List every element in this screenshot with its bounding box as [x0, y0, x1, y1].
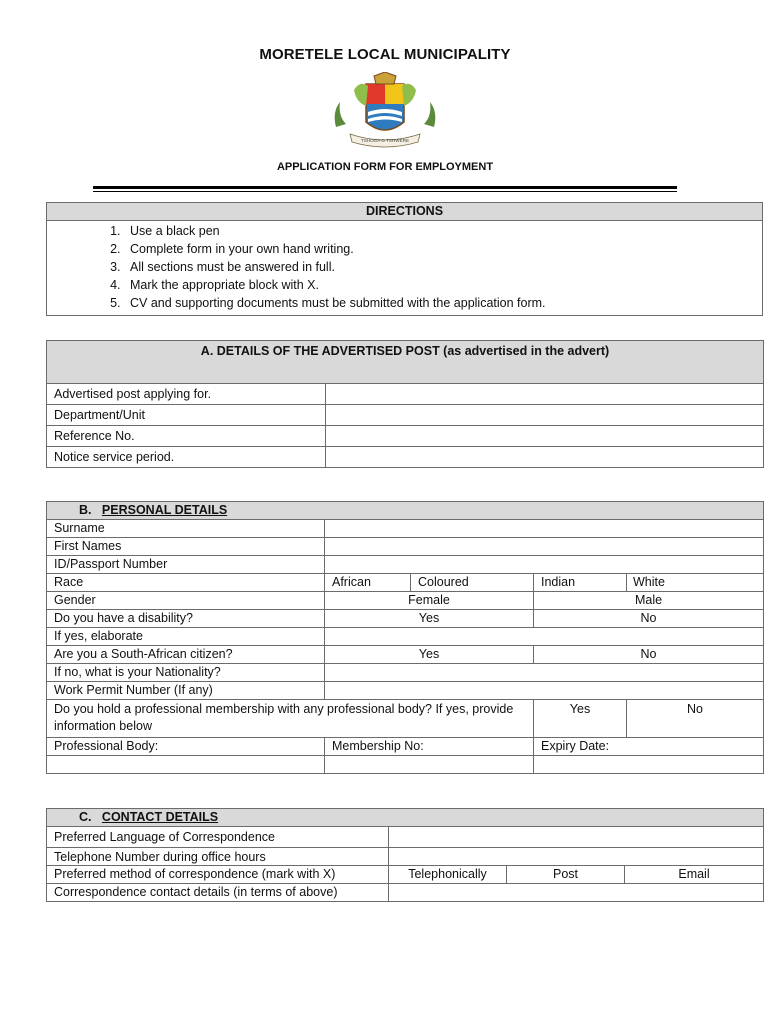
telephone-field[interactable]: [389, 848, 764, 866]
surname-label: Surname: [47, 520, 325, 538]
list-item: 5. CV and supporting documents must be submitted with the application form.: [124, 294, 762, 312]
expiry-date-label: Expiry Date:: [534, 738, 764, 756]
gender-male[interactable]: Male: [534, 592, 764, 610]
section-b-heading: B. PERSONAL DETAILS: [47, 502, 764, 520]
elaborate-label: If yes, elaborate: [47, 628, 325, 646]
language-field[interactable]: [389, 827, 764, 848]
method-email[interactable]: Email: [625, 866, 764, 884]
work-permit-field[interactable]: [325, 682, 764, 700]
membership-no-label: Membership No:: [325, 738, 534, 756]
membership-no-field[interactable]: [325, 756, 534, 774]
disability-no[interactable]: No: [534, 610, 764, 628]
section-c-table: [46, 808, 764, 902]
gender-label: Gender: [47, 592, 325, 610]
header-divider-thin: [93, 191, 677, 192]
list-item: 1. Use a black pen: [124, 222, 762, 240]
race-african[interactable]: African: [325, 574, 411, 592]
method-post[interactable]: Post: [507, 866, 625, 884]
id-number-label: ID/Passport Number: [47, 556, 325, 574]
section-b-table: [46, 501, 764, 774]
first-names-label: First Names: [47, 538, 325, 556]
correspondence-label: Correspondence contact details (in terms of above): [47, 884, 389, 902]
list-item: 3. All sections must be answered in full.: [124, 258, 762, 276]
first-names-field[interactable]: [325, 538, 764, 556]
notice-period-label: Notice service period.: [47, 447, 326, 468]
form-subtitle: APPLICATION FORM FOR EMPLOYMENT: [276, 161, 494, 173]
section-a-heading: A. DETAILS OF THE ADVERTISED POST (as advertised in the advert): [47, 341, 764, 384]
svg-text:TSHOGA O TSHWERE: TSHOGA O TSHWERE: [360, 138, 410, 143]
advertised-post-field[interactable]: [326, 384, 764, 405]
list-item: 4. Mark the appropriate block with X.: [124, 276, 762, 294]
header-divider: [93, 186, 677, 189]
language-label: Preferred Language of Correspondence: [47, 827, 389, 848]
method-telephonically[interactable]: Telephonically: [389, 866, 507, 884]
disability-label: Do you have a disability?: [47, 610, 325, 628]
elaborate-field[interactable]: [325, 628, 764, 646]
race-indian[interactable]: Indian: [534, 574, 627, 592]
directions-table: [46, 202, 763, 316]
reference-label: Reference No.: [47, 426, 326, 447]
list-item: 2. Complete form in your own hand writing.: [124, 240, 762, 258]
work-permit-label: Work Permit Number (If any): [47, 682, 325, 700]
advertised-post-label: Advertised post applying for.: [47, 384, 326, 405]
nationality-field[interactable]: [325, 664, 764, 682]
telephone-label: Telephone Number during office hours: [47, 848, 389, 866]
surname-field[interactable]: [325, 520, 764, 538]
professional-body-field[interactable]: [47, 756, 325, 774]
nationality-label: If no, what is your Nationality?: [47, 664, 325, 682]
section-c-heading: C. CONTACT DETAILS: [47, 809, 764, 827]
race-label: Race: [47, 574, 325, 592]
expiry-date-field[interactable]: [534, 756, 764, 774]
race-coloured[interactable]: Coloured: [411, 574, 534, 592]
method-label: Preferred method of correspondence (mark with X): [47, 866, 389, 884]
department-label: Department/Unit: [47, 405, 326, 426]
id-number-field[interactable]: [325, 556, 764, 574]
municipal-crest-logo: [330, 72, 440, 152]
citizen-no[interactable]: No: [534, 646, 764, 664]
section-a-table: [46, 340, 764, 468]
race-white[interactable]: White: [627, 574, 764, 592]
citizen-label: Are you a South-African citizen?: [47, 646, 325, 664]
membership-yes[interactable]: Yes: [534, 700, 627, 738]
correspondence-field[interactable]: [389, 884, 764, 902]
membership-no[interactable]: No: [627, 700, 764, 738]
membership-question: Do you hold a professional membership with any professional body? If yes, provide information below: [47, 700, 534, 738]
citizen-yes[interactable]: Yes: [325, 646, 534, 664]
professional-body-label: Professional Body:: [47, 738, 325, 756]
directions-list: [47, 222, 762, 312]
disability-yes[interactable]: Yes: [325, 610, 534, 628]
gender-female[interactable]: Female: [325, 592, 534, 610]
notice-period-field[interactable]: [326, 447, 764, 468]
directions-heading: DIRECTIONS: [47, 203, 763, 221]
reference-field[interactable]: [326, 426, 764, 447]
page-title: MORETELE LOCAL MUNICIPALITY: [259, 46, 511, 63]
department-field[interactable]: [326, 405, 764, 426]
